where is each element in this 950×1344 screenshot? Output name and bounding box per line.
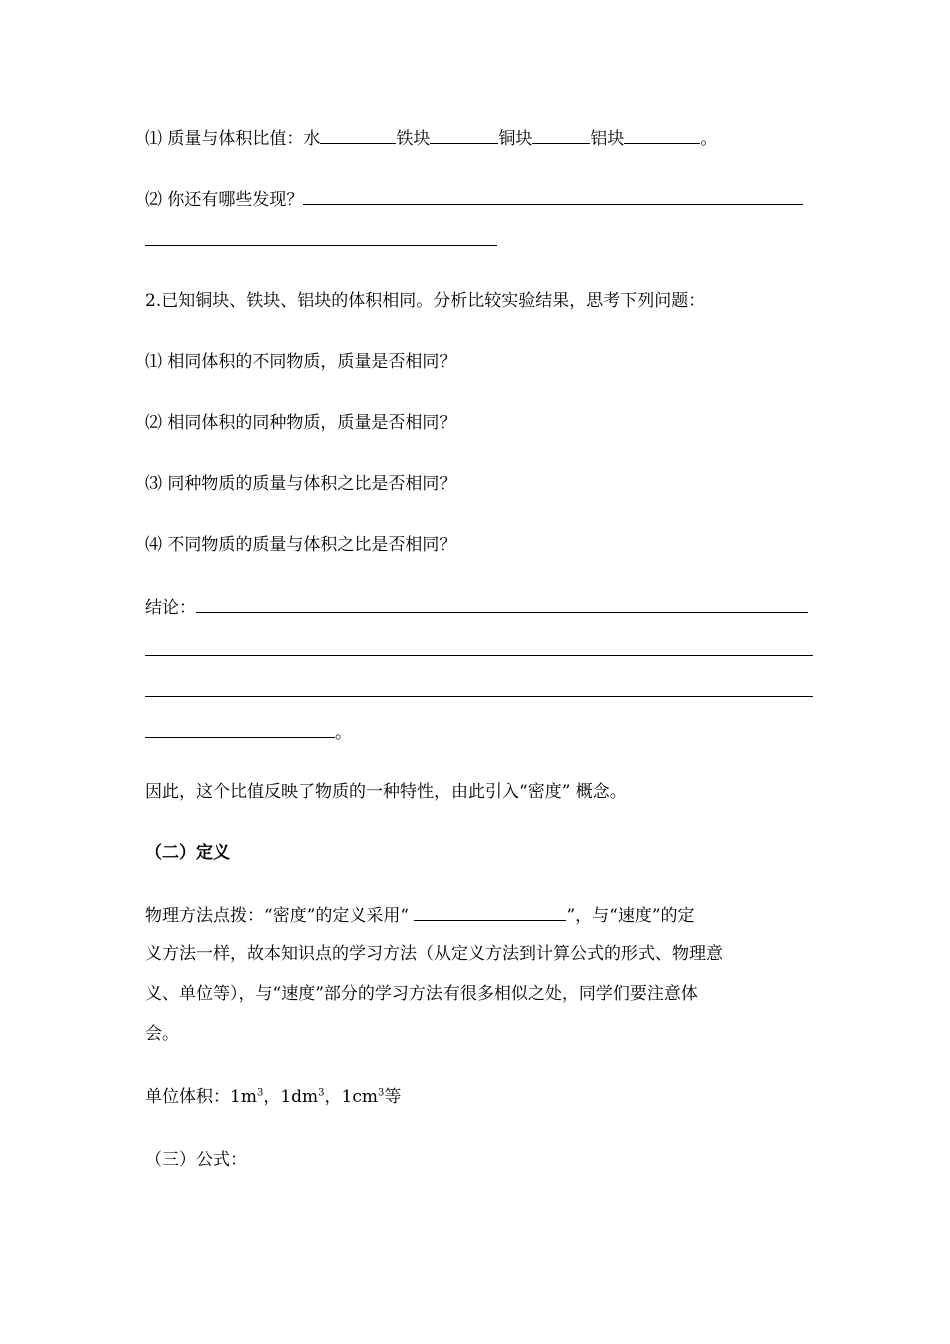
- conclusion-blank-2[interactable]: [145, 655, 813, 656]
- section-formula-heading: （三）公式：: [145, 1150, 247, 1170]
- method-line-1: [145, 902, 695, 928]
- method-text-1a: 物理方法点拨：“密度”的定义采用“: [145, 906, 415, 926]
- method-line-4: 会。: [145, 1024, 179, 1044]
- ratio-end: 。: [700, 129, 718, 149]
- conclusion-end: 。: [335, 723, 352, 743]
- unit-m3: $1m^3$: [230, 1087, 264, 1107]
- q2-item-1: ⑴ 相同体积的不同物质，质量是否相同？: [145, 352, 457, 372]
- water-label: 水: [303, 129, 321, 149]
- copper-label: 铜块: [498, 129, 533, 149]
- unit-separator: ，: [263, 1087, 281, 1107]
- q2-item-4: ⑷ 不同物质的质量与体积之比是否相同？: [145, 535, 457, 555]
- aluminum-label: 铝块: [590, 129, 625, 149]
- unit-end: 等: [384, 1087, 402, 1107]
- iron-label: 铁块: [396, 129, 431, 149]
- unit-dm3: $1dm^3$: [280, 1087, 325, 1107]
- therefore-text: 因此，这个比值反映了物质的一种特性，由此引入“密度” 概念。: [145, 782, 627, 802]
- conclusion-line: [145, 594, 808, 620]
- ratio-question: [145, 125, 717, 151]
- conclusion-blank-3[interactable]: [145, 696, 813, 697]
- method-text-1b: ”，与“速度”的定: [566, 906, 695, 926]
- aluminum-blank[interactable]: [624, 125, 700, 144]
- q2-item-2: ⑵ 相同体积的同种物质，质量是否相同？: [145, 413, 457, 433]
- unit-cm3: $1cm^3$: [341, 1087, 385, 1107]
- copper-blank[interactable]: [532, 125, 590, 144]
- method-line-3: 义、单位等），与“速度”部分的学习方法有很多相似之处，同学们要注意体: [145, 984, 698, 1004]
- unit-volume-label: 单位体积：: [145, 1087, 230, 1107]
- findings-blank-2[interactable]: [145, 245, 497, 246]
- q2-intro: 2.已知铜块、铁块、铝块的体积相同。分析比较实验结果，思考下列问题：: [145, 291, 706, 311]
- conclusion-last-line: [145, 719, 352, 745]
- ratio-prefix: ⑴ 质量与体积比值：: [145, 129, 304, 149]
- water-blank[interactable]: [320, 125, 396, 144]
- findings-blank-1[interactable]: [303, 186, 803, 205]
- unit-separator: ，: [324, 1087, 342, 1107]
- conclusion-blank-4[interactable]: [145, 719, 335, 738]
- conclusion-blank-1[interactable]: [196, 594, 808, 613]
- conclusion-label: 结论：: [145, 598, 196, 618]
- unit-volume-line: [145, 1085, 401, 1109]
- section-definition-heading: （二）定义: [145, 843, 230, 863]
- method-line-2: 义方法一样，故本知识点的学习方法（从定义方法到计算公式的形式、物理意: [145, 944, 723, 964]
- findings-text: ⑵ 你还有哪些发现？: [145, 190, 304, 210]
- findings-question: [145, 186, 803, 212]
- method-blank[interactable]: [414, 902, 566, 921]
- iron-blank[interactable]: [430, 125, 498, 144]
- q2-item-3: ⑶ 同种物质的质量与体积之比是否相同？: [145, 474, 457, 494]
